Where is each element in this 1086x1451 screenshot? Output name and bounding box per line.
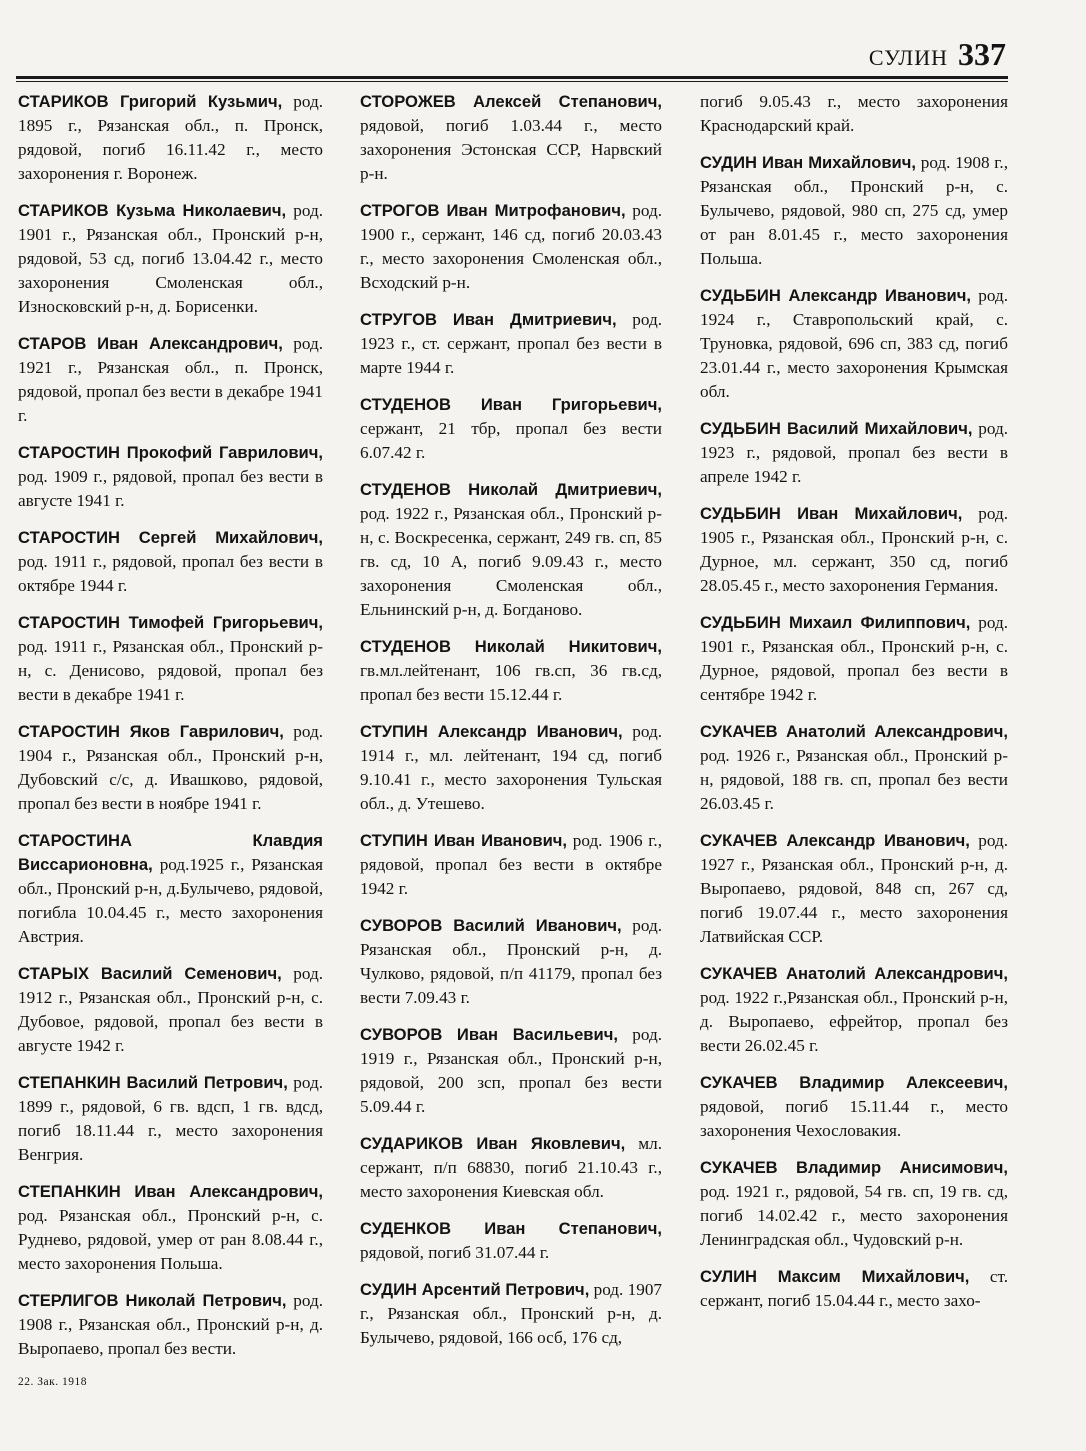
list-item (18, 1180, 323, 1276)
entry-description: род. 1901 г., Рязанская обл., Пронский р-н, с. Дурное, рядовой, пропал без вести в сентябре 1942 г. (700, 613, 1008, 704)
list-item (700, 1156, 1008, 1252)
list-item (700, 90, 1008, 138)
entry-description: род. 1899 г., рядовой, 6 гв. вдсп, 1 гв. вдсд, погиб 18.11.44 г., место захоронения Венгрия. (18, 1073, 323, 1164)
list-item (360, 199, 662, 295)
list-item (700, 1265, 1008, 1313)
entry-description: род. 1921 г., Рязанская обл., п. Пронск, рядовой, пропал без вести в декабре 1941 г. (18, 334, 323, 425)
entry-description: рядовой, погиб 15.11.44 г., место захоронения Чехословакия. (700, 1097, 1008, 1140)
entry-name: СТАРИКОВ Григорий Кузьмич, (18, 92, 283, 111)
entry-name: СТАРОСТИН Тимофей Григорьевич, (18, 613, 323, 632)
entry-name: СТАРОСТИН Яков Гаврилович, (18, 722, 284, 741)
entry-description: род. 1923 г., ст. сержант, пропал без вести в марте 1944 г. (360, 310, 662, 377)
list-item (700, 502, 1008, 598)
column-1 (18, 90, 323, 1374)
entry-name: СТРОГОВ Иван Митрофанович, (360, 201, 626, 220)
entry-name: СТЕПАНКИН Василий Петрович, (18, 1073, 288, 1092)
entry-description: род. 1914 г., мл. лейтенант, 194 сд, погиб 9.10.41 г., место захоронения Тульская обл., д. Утешево. (360, 722, 662, 813)
list-item (360, 393, 662, 465)
list-item (18, 962, 323, 1058)
entry-description: род. 1927 г., Рязанская обл., Пронский р-н, д. Выропаево, рядовой, 848 сп, 267 сд, погиб 19.07.44 г., место захоронения Латвийская ССР. (700, 831, 1008, 946)
entry-description: род. 1907 г., Рязанская обл., Пронский р-н, д. Булычево, рядовой, 166 осб, 176 сд, (360, 1280, 663, 1347)
entry-name: СУДЬБИН Василий Михайлович, (700, 419, 973, 438)
entry-description: род. 1912 г., Рязанская обл., Пронский р-н, с. Дубовое, рядовой, пропал без вести в августе 1942 г. (18, 964, 323, 1055)
entry-description: род. 1906 г., рядовой, пропал без вести в октябре 1942 г. (360, 831, 662, 898)
list-item (700, 1071, 1008, 1143)
list-item (360, 720, 662, 816)
entry-name: СТАРИКОВ Кузьма Николаевич, (18, 201, 287, 220)
list-item (18, 1071, 323, 1167)
entry-description: род. 1921 г., рядовой, 54 гв. сп, 19 гв. сд, погиб 14.02.42 г., место захоронения Ленинградская обл., Чудовский р-н. (700, 1182, 1008, 1249)
entry-description: род. 1900 г., сержант, 146 сд, погиб 20.03.43 г., место захоронения Смоленская обл., Всходский р-н. (360, 201, 662, 292)
list-item (18, 332, 323, 428)
entry-name: СУДЬБИН Александр Иванович, (700, 286, 971, 305)
entry-name: СУКАЧЕВ Анатолий Александрович, (700, 722, 1008, 741)
entry-description: род. 1911 г., рядовой, пропал без вести в октябре 1944 г. (18, 552, 323, 595)
entry-name: СУДАРИКОВ Иван Яковлевич, (360, 1134, 626, 1153)
entry-name: СТЕПАНКИН Иван Александрович, (18, 1182, 323, 1201)
entry-name: СТЕРЛИГОВ Николай Петрович, (18, 1291, 287, 1310)
running-title: СУЛИН (868, 45, 948, 70)
entry-description: род. 1908 г., Рязанская обл., Пронский р-н, с. Булычево, рядовой, 980 сп, 275 сд, умер от ран 8.01.45 г., место захоронения Польша. (700, 153, 1008, 268)
entry-name: СТРУГОВ Иван Дмитриевич, (360, 310, 617, 329)
entry-description: рядовой, погиб 1.03.44 г., место захоронения Эстонская ССР, Нарвский р-н. (360, 116, 662, 183)
list-item (18, 829, 323, 949)
list-item (360, 308, 662, 380)
header-rule (16, 76, 1008, 79)
list-item (700, 829, 1008, 949)
list-item (18, 526, 323, 598)
entry-description: гв.мл.лейтенант, 106 гв.сп, 36 гв.сд, пропал без вести 15.12.44 г. (360, 661, 662, 704)
entry-description: род. 1922 г., Рязанская обл., Пронский р-н, с. Воскресенка, сержант, 249 гв. сп, 85 гв. сд, 10 А, погиб 9.09.43 г., место захоронения Смоленская обл., Ельнинский р-н, д. Богданово. (360, 504, 662, 619)
entry-name: СУДИН Арсентий Петрович, (360, 1280, 590, 1299)
list-item (700, 720, 1008, 816)
entry-name: СТАРОВ Иван Александрович, (18, 334, 283, 353)
list-item (360, 1132, 662, 1204)
list-item (360, 90, 662, 186)
entry-description: род. 1901 г., Рязанская обл., Пронский р-н, рядовой, 53 сд, погиб 13.04.42 г., место захоронения Смоленская обл., Износковский р-н, д. Борисенки. (18, 201, 323, 316)
list-item (18, 199, 323, 319)
entry-description: род. 1911 г., Рязанская обл., Пронский р-н, с. Денисово, рядовой, пропал без вести в декабре 1941 г. (18, 637, 323, 704)
entry-name: СТАРОСТИН Прокофий Гаврилович, (18, 443, 323, 462)
entry-description: род. 1909 г., рядовой, пропал без вести в августе 1941 г. (18, 467, 323, 510)
list-item (360, 478, 662, 622)
entry-name: СТУПИН Александр Иванович, (360, 722, 623, 741)
column-3 (700, 90, 1008, 1326)
entry-description: род. 1904 г., Рязанская обл., Пронский р-н, Дубовский с/с, д. Ивашково, рядовой, пропал без вести в ноябре 1941 г. (18, 722, 323, 813)
entry-name: СТУПИН Иван Иванович, (360, 831, 568, 850)
entry-description: род. 1926 г., Рязанская обл., Пронский р-н, рядовой, 188 гв. сп, пропал без вести 26.03.45 г. (700, 746, 1008, 813)
entry-description: мл. сержант, п/п 68830, погиб 21.10.43 г., место захоронения Киевская обл. (360, 1134, 662, 1201)
entry-name: СУКАЧЕВ Владимир Алексеевич, (700, 1073, 1008, 1092)
entry-name: СУДЬБИН Михаил Филиппович, (700, 613, 971, 632)
entry-description: род. Рязанская обл., Пронский р-н, с. Руднево, рядовой, умер от ран 8.08.44 г., место захоронения Польша. (18, 1206, 323, 1273)
entry-description: род. 1908 г., Рязанская обл., Пронский р-н, д. Выропаево, пропал без вести. (18, 1291, 323, 1358)
list-item (360, 914, 662, 1010)
entry-description: род. 1923 г., рядовой, пропал без вести в апреле 1942 г. (700, 419, 1008, 486)
header-rule-thin (16, 81, 1008, 82)
entry-name: СУКАЧЕВ Владимир Анисимович, (700, 1158, 1008, 1177)
list-item (360, 1023, 662, 1119)
entry-description: род. Рязанская обл., Пронский р-н, д. Чулково, рядовой, п/п 41179, пропал без вести 7.09.43 г. (360, 916, 662, 1007)
list-item (18, 720, 323, 816)
list-item (700, 151, 1008, 271)
entry-name: СТАРЫХ Василий Семенович, (18, 964, 282, 983)
list-item (18, 90, 323, 186)
entry-name: СУДЬБИН Иван Михайлович, (700, 504, 963, 523)
entry-name: СУДИН Иван Михайлович, (700, 153, 916, 172)
entry-description: род. 1895 г., Рязанская обл., п. Пронск, рядовой, погиб 16.11.42 г., место захоронения г. Воронеж. (18, 92, 323, 183)
entry-name: СУКАЧЕВ Александр Иванович, (700, 831, 970, 850)
entry-description: род. 1905 г., Рязанская обл., Пронский р-н, с. Дурное, мл. сержант, 350 сд, погиб 28.05.45 г., место захоронения Германия. (700, 504, 1008, 595)
entry-name: СУЛИН Максим Михайлович, (700, 1267, 970, 1286)
entry-description: погиб 9.05.43 г., место захоронения Краснодарский край. (700, 92, 1008, 135)
entry-name: СУДЕНКОВ Иван Степанович, (360, 1219, 662, 1238)
entry-name: СТУДЕНОВ Николай Дмитриевич, (360, 480, 662, 499)
list-item (360, 1278, 662, 1350)
list-item (360, 1217, 662, 1265)
page-number: 337 (958, 36, 1006, 72)
list-item (360, 829, 662, 901)
entry-name: СУВОРОВ Василий Иванович, (360, 916, 622, 935)
list-item (700, 962, 1008, 1058)
entry-description: рядовой, погиб 31.07.44 г. (360, 1243, 550, 1262)
entry-description: род. 1919 г., Рязанская обл., Пронский р-н, рядовой, 200 зсп, пропал без вести 5.09.44 г. (360, 1025, 663, 1116)
entry-name: СУКАЧЕВ Анатолий Александрович, (700, 964, 1008, 983)
entry-name: СТУДЕНОВ Иван Григорьевич, (360, 395, 662, 414)
entry-name: СУВОРОВ Иван Васильевич, (360, 1025, 618, 1044)
list-item (18, 611, 323, 707)
list-item (700, 284, 1008, 404)
entry-name: СТАРОСТИНА Клавдия Виссарионовна, (18, 831, 323, 874)
entry-description: род. 1922 г.,Рязанская обл., Пронский р-н, д. Выропаево, ефрейтор, пропал без вести 26.02.45 г. (700, 988, 1008, 1055)
entry-name: СТУДЕНОВ Николай Никитович, (360, 637, 662, 656)
entry-name: СТОРОЖЕВ Алексей Степанович, (360, 92, 662, 111)
list-item (18, 441, 323, 513)
entry-description: сержант, 21 тбр, пропал без вести 6.07.42 г. (360, 419, 662, 462)
column-2 (360, 90, 662, 1363)
list-item (360, 635, 662, 707)
list-item (18, 1289, 323, 1361)
entry-description: ст. сержант, погиб 15.04.44 г., место захо- (700, 1267, 1008, 1310)
entry-description: род. 1924 г., Ставропольский край, с. Труновка, рядовой, 696 сп, 383 сд, погиб 23.01.44 г., место захоронения Крымская обл. (700, 286, 1008, 401)
entry-description: род.1925 г., Рязанская обл., Пронский р-н, д.Булычево, рядовой, погибла 10.04.45 г., место захоронения Австрия. (18, 855, 323, 946)
list-item (700, 611, 1008, 707)
entry-name: СТАРОСТИН Сергей Михайлович, (18, 528, 323, 547)
running-header (869, 36, 1006, 73)
print-signature: 22. Зак. 1918 (18, 1376, 87, 1388)
list-item (700, 417, 1008, 489)
